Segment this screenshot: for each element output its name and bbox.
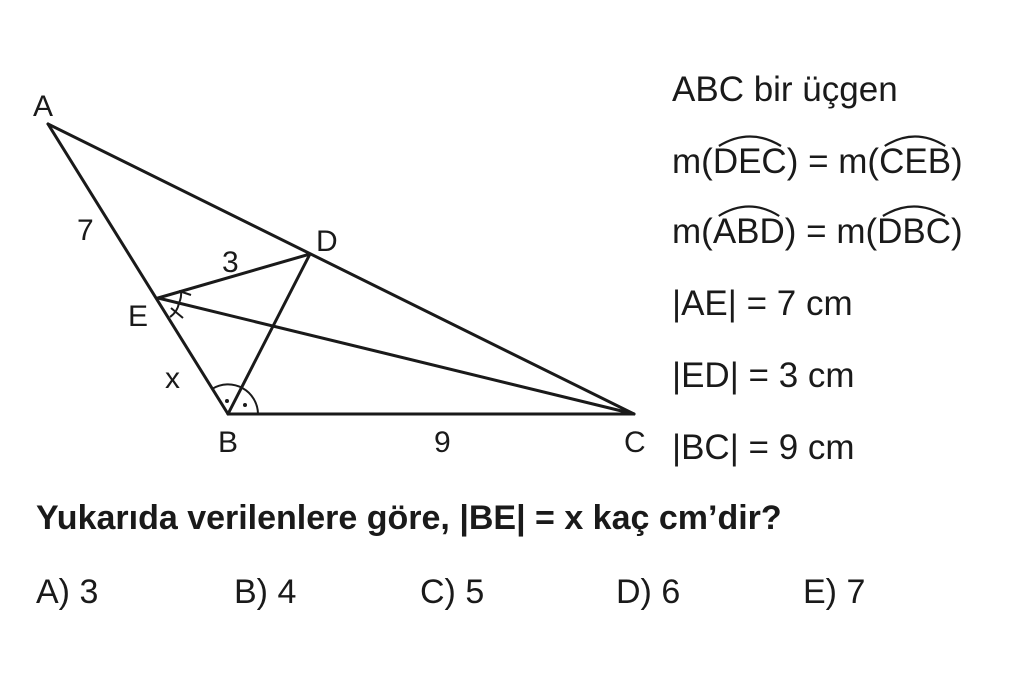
choice-a[interactable]: A) 3 (36, 573, 99, 611)
angle-dec (713, 142, 787, 182)
point-e-label: E (128, 300, 149, 333)
choice-e[interactable]: E) 7 (803, 573, 866, 611)
condition-angle-b (672, 212, 963, 252)
angle-ceb (879, 142, 951, 182)
segment-ed-label: 3 (222, 246, 239, 279)
condition-triangle: ABC bir üçgen (672, 70, 898, 109)
segment-bc-label: 9 (434, 426, 451, 459)
angle-abd-text: ABD (712, 212, 785, 251)
angle-dec-text: DEC (712, 142, 787, 181)
angle-dbc-text: DBC (877, 212, 952, 251)
triangle-figure (0, 0, 660, 480)
condition-angle-b-suffix: ) (951, 212, 963, 251)
segment-be-label: x (165, 362, 180, 395)
condition-angle-e-prefix: m( (672, 142, 713, 181)
point-d-label: D (316, 225, 338, 258)
arc-dec-icon (713, 133, 787, 147)
condition-bc: |BC| = 9 cm (672, 428, 855, 467)
condition-ae: |AE| = 7 cm (672, 284, 853, 323)
angle-dbc (877, 212, 951, 252)
condition-angle-e-middle: ) = m( (786, 142, 880, 181)
question-text: Yukarıda verilenlere göre, |BE| = x kaç cm’dir? (36, 499, 782, 537)
angle-abd (713, 212, 785, 252)
condition-angle-b-middle: ) = m( (784, 212, 878, 251)
choice-c[interactable]: C) 5 (420, 573, 485, 611)
point-c-label: C (624, 426, 646, 459)
side-ac (48, 124, 634, 414)
arc-abd-icon (713, 203, 785, 217)
choice-b[interactable]: B) 4 (234, 573, 297, 611)
choice-d[interactable]: D) 6 (616, 573, 681, 611)
condition-angle-e (672, 142, 963, 182)
angle-dot-b-right (243, 403, 247, 407)
condition-ed: |ED| = 3 cm (672, 356, 855, 395)
point-b-label: B (218, 426, 239, 459)
angle-ceb-text: CEB (879, 142, 952, 181)
segment-ec (158, 298, 634, 414)
angle-dot-b-left (225, 399, 229, 403)
condition-angle-b-prefix: m( (672, 212, 713, 251)
arc-ceb-icon (879, 133, 951, 147)
arc-dbc-icon (877, 203, 951, 217)
angle-divider-b (228, 386, 242, 414)
segment-ae-label: 7 (77, 214, 94, 247)
condition-angle-e-suffix: ) (951, 142, 963, 181)
point-a-label: A (33, 90, 54, 123)
